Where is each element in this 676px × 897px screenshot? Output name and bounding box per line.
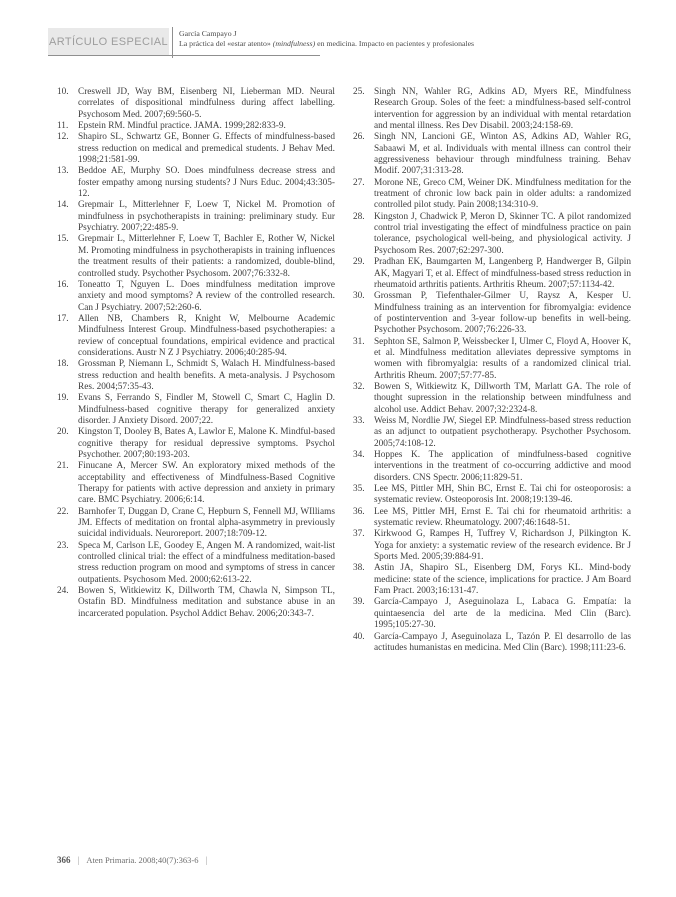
reference-number: 16. [57, 279, 69, 290]
reference-item [57, 393, 335, 427]
running-head [179, 29, 639, 49]
reference-number: 26. [353, 132, 365, 143]
reference-list-left [57, 87, 335, 654]
reference-item [57, 234, 335, 279]
page-number: 366 [57, 855, 71, 865]
reference-item [57, 427, 335, 461]
reference-text: Kingston T, Dooley B, Bates A, Lawlor E, Malone K. Mindful-based cognitive therapy for residual depressive symptoms. Psychol Psychother. 2007;80:193-203. [78, 427, 335, 460]
header-rule [48, 55, 320, 56]
reference-number: 35. [353, 484, 365, 495]
reference-text: Sephton SE, Salmon P, Weissbecker I, Ulmer C, Floyd A, Hoover K, et al. Mindfulness meditation alleviates depressive symptoms in women with fibromyalgia: results of a randomized clinical trial. Arthritis Rheum. 2007;57:77-85. [374, 336, 631, 381]
reference-number: 12. [57, 132, 69, 143]
reference-number: 24. [57, 586, 69, 597]
reference-number: 20. [57, 427, 69, 438]
reference-number: 29. [353, 257, 365, 268]
reference-number: 11. [57, 121, 69, 132]
reference-item [353, 484, 631, 507]
reference-text: Beddoe AE, Murphy SO. Does mindfulness decrease stress and foster empathy among nursing students? J Nurs Educ. 2004;43:305-12. [78, 166, 335, 200]
reference-number: 18. [57, 359, 69, 370]
reference-text: Bowen S, Witkiewitz K, Dillworth TM, Chawla N, Simpson TL, Ostafin BD. Mindfulness meditation and substance abuse in an incarcerated population. Psychol Addict Behav. 2006;20:343-7. [78, 586, 335, 619]
reference-text: Lee MS, Pittler MH, Ernst E. Tai chi for rheumatoid arthritis: a systematic review. Rheumatology. 2007;46:1648-51. [374, 506, 631, 529]
reference-text: Grossman P, Tiefenthaler-Gilmer U, Raysz A, Kesper U. Mindfulness training as an intervention for fibromyalgia: evidence of postintervention and 3-year follow-up benefits in well-being. Psychother Psychosom. 2007;76:226-33. [374, 291, 631, 336]
reference-text: Toneatto T, Nguyen L. Does mindfulness meditation improve anxiety and mood symptoms? A review of the controlled research. Can J Psychiatry. 2007;52:260-6. [78, 279, 335, 313]
reference-item [57, 200, 335, 234]
reference-text: Grossman P, Niemann L, Schmidt S, Walach H. Mindfulness-based stress reduction and health benefits. A meta-analysis. J Psychosom Res. 2004;57:35-43. [78, 359, 335, 392]
reference-item [57, 359, 335, 393]
reference-text: Hoppes K. The application of mindfulness-based cognitive interventions in the treatment of co-occurring addictive and mood disorders. CNS Spectr. 2006;11:829-51. [374, 450, 631, 483]
reference-text: Astin JA, Shapiro SL, Eisenberg DM, Forys KL. Mind-body medicine: state of the science, implications for practice. J Am Board Fam Pract. 2003;16:131-47. [374, 563, 631, 597]
reference-text: Morone NE, Greco CM, Weiner DK. Mindfulness meditation for the treatment of chronic low back pain in older adults: a randomized controlled pilot study. Pain 2008;134:310-9. [374, 177, 631, 211]
reference-number: 19. [57, 393, 69, 404]
reference-number: 33. [353, 415, 365, 426]
reference-text: Evans S, Ferrando S, Findler M, Stowell C, Smart C, Haglin D. Mindfulness-based cognitive therapy for generalized anxiety disorder. J Anxiety Disord. 2007;22. [78, 393, 335, 426]
footer-divider: | [205, 855, 208, 865]
reference-item [57, 166, 335, 200]
reference-item [353, 597, 631, 631]
reference-number: 40. [353, 631, 365, 642]
reference-item [353, 132, 631, 177]
reference-text: Kirkwood G, Rampes H, Tuffrey V, Richardson J, Pilkington K. Yoga for anxiety: a systematic review of the research evidence. Br J Sports Med. 2005;39:884-91. [374, 529, 631, 563]
reference-item [353, 337, 631, 382]
reference-item [353, 529, 631, 563]
running-head-title-italic: (mindfulness) [272, 38, 316, 48]
reference-text: Barnhofer T, Duggan D, Crane C, Hepburn S, Fennell MJ, WIlliams JM. Effects of meditation on frontal alpha-asymmetry in previously suicidal individuals. Neuroreport. 2007;18:709-12. [78, 506, 335, 540]
reference-item [353, 450, 631, 484]
reference-item [57, 132, 335, 166]
reference-number: 36. [353, 506, 365, 517]
reference-number: 21. [57, 461, 69, 472]
reference-item [57, 461, 335, 506]
reference-item [57, 586, 335, 620]
reference-item [57, 314, 335, 359]
reference-item [57, 87, 335, 121]
footer-divider: | [77, 855, 80, 865]
reference-text: Finucane A, Mercer SW. An exploratory mixed methods of the acceptability and effectiveness of Mindfulness-Based Cognitive Therapy for patients with active depression and anxiety in primary care. BMC Psychiatry. 2006;6:14. [78, 461, 335, 506]
reference-number: 37. [353, 529, 365, 540]
reference-item [57, 541, 335, 586]
section-label [48, 28, 169, 55]
reference-number: 38. [353, 563, 365, 574]
reference-item [353, 416, 631, 450]
reference-list-right [353, 87, 631, 654]
running-head-title: La práctica del «estar atento» (mindfulness) en medicina. Impacto en pacientes y profesionales [179, 38, 475, 48]
reference-number: 14. [57, 200, 69, 211]
reference-text: Singh NN, Lancioni GE, Winton AS, Adkins AD, Wahler RG, Sabaawi M, et al. Individuals with mental illness can control their aggressiveness behaviour through mindfulness training. Behav Modif. 2007;31:313-28. [374, 132, 631, 177]
reference-number: 30. [353, 291, 365, 302]
reference-text: García-Campayo J, Aseguinolaza L, Tazón P. El desarrollo de las actitudes humanistas en medicina. Med Clin (Barc). 1998;111:23-6. [374, 631, 631, 653]
journal-citation: Aten Primaria. 2008;40(7):363-6 [86, 855, 199, 865]
reference-text: Allen NB, Chambers R, Knight W, Melbourne Academic Mindfulness Interest Group. Mindfulness-based psychotherapies: a review of conceptual foundations, empirical evidence and practical considerations. Austr N Z J Psychiatry. 2006;40:285-94. [78, 313, 335, 358]
reference-text: Lee MS, Pittler MH, Shin BC, Ernst E. Tai chi for osteoporosis: a systematic review. Osteoporosis Int. 2008;19:139-46. [374, 484, 631, 506]
reference-number: 39. [353, 597, 365, 608]
reference-text: Creswell JD, Way BM, Eisenberg NI, Lieberman MD. Neural correlates of dispositional mindfulness during affect labelling. Psychosom Med. 2007;69:560-5. [78, 87, 335, 120]
reference-item [353, 257, 631, 291]
reference-text: Speca M, Carlson LE, Goodey E, Angen M. A randomized, wait-list controlled clinical trial: the effect of a mindfulness meditation-based stress reduction program on mood and symptoms of stress in cancer outpatients. Psychosom Med. 2000;62:613-22. [78, 540, 335, 585]
reference-item [353, 178, 631, 212]
reference-text: Singh NN, Wahler RG, Adkins AD, Myers RE, Mindfulness Research Group. Soles of the feet: a mindfulness-based self-control intervention for aggression by an individual with mental retardation and mental illness. Res Dev Disabil. 2003;24:158-69. [374, 87, 631, 132]
reference-number: 27. [353, 177, 365, 188]
reference-text: Kingston J, Chadwick P, Meron D, Skinner TC. A pilot randomized control trial investigating the effect of mindfulness practice on pain tolerance, psychological well-being, and physiological activity. J Psychosom Res. 2007;62:297-300. [374, 211, 631, 256]
reference-number: 15. [57, 234, 69, 245]
reference-text: García-Campayo J, Aseguinolaza L, Labaca G. Empatía: la quintaesencia del arte de la medicina. Med Clin (Barc). 1995;105:27-30. [374, 597, 631, 631]
reference-number: 22. [57, 506, 69, 517]
reference-item [57, 507, 335, 541]
reference-columns [57, 87, 631, 654]
section-label-text: ARTÍCULO ESPECIAL [48, 35, 169, 48]
reference-number: 10. [57, 87, 69, 97]
reference-number: 32. [353, 381, 365, 392]
reference-text: Grepmair L, Mitterlehner F, Loew T, Nickel M. Promotion of mindfulness in psychotherapists in training: preliminary study. Eur Psychiatry. 2007;22:485-9. [78, 200, 335, 234]
reference-item [353, 507, 631, 530]
reference-number: 25. [353, 87, 365, 97]
reference-number: 23. [57, 540, 69, 551]
page-footer [57, 855, 214, 865]
reference-item [353, 212, 631, 257]
reference-number: 28. [353, 211, 365, 222]
reference-item [57, 121, 335, 132]
reference-item [57, 280, 335, 314]
reference-number: 13. [57, 166, 69, 177]
reference-text: Pradhan EK, Baumgarten M, Langenberg P, Handwerger B, Gilpin AK, Magyari T, et al. Effect of mindfulness-based stress reduction in rheumatoid arthritis patients. Arthritis Rheum. 2007;57:1134-42. [374, 257, 631, 290]
reference-item [353, 632, 631, 655]
reference-number: 31. [353, 336, 365, 347]
reference-number: 17. [57, 313, 69, 324]
reference-item [353, 563, 631, 597]
reference-text: Shapiro SL, Schwartz GE, Bonner G. Effects of mindfulness-based stress reduction on medical and premedical students. J Behav Med. 1998;21:581-99. [78, 132, 335, 166]
reference-text: Weiss M, Nordlie JW, Siegel EP. Mindfulness-based stress reduction as an adjunct to outpatient psychotherapy. Psychother Psychosom. 2005;74:108-12. [374, 415, 631, 449]
reference-item [353, 291, 631, 336]
reference-text: Bowen S, Witkiewitz K, Dillworth TM, Marlatt GA. The role of thought supression in the relationship between mindfulness and alcohol use. Addict Behav. 2007;32:2324-8. [374, 381, 631, 415]
running-head-author: García Campayo J [179, 29, 237, 38]
reference-text: Epstein RM. Mindful practice. JAMA. 1999;282:833-9. [78, 121, 286, 132]
reference-item [353, 382, 631, 416]
reference-text: Grepmair L, Mitterlehner F, Loew T, Bachler E, Rother W, Nickel M. Promoting mindfulness in psychotherapists in training influences the treatment results of their patients: a randomized, double-blind, controlled study. Psychother Psychosom. 2007;76:332-8. [78, 234, 335, 279]
reference-number: 34. [353, 450, 365, 460]
header-divider-line [172, 27, 173, 58]
reference-item [353, 87, 631, 132]
